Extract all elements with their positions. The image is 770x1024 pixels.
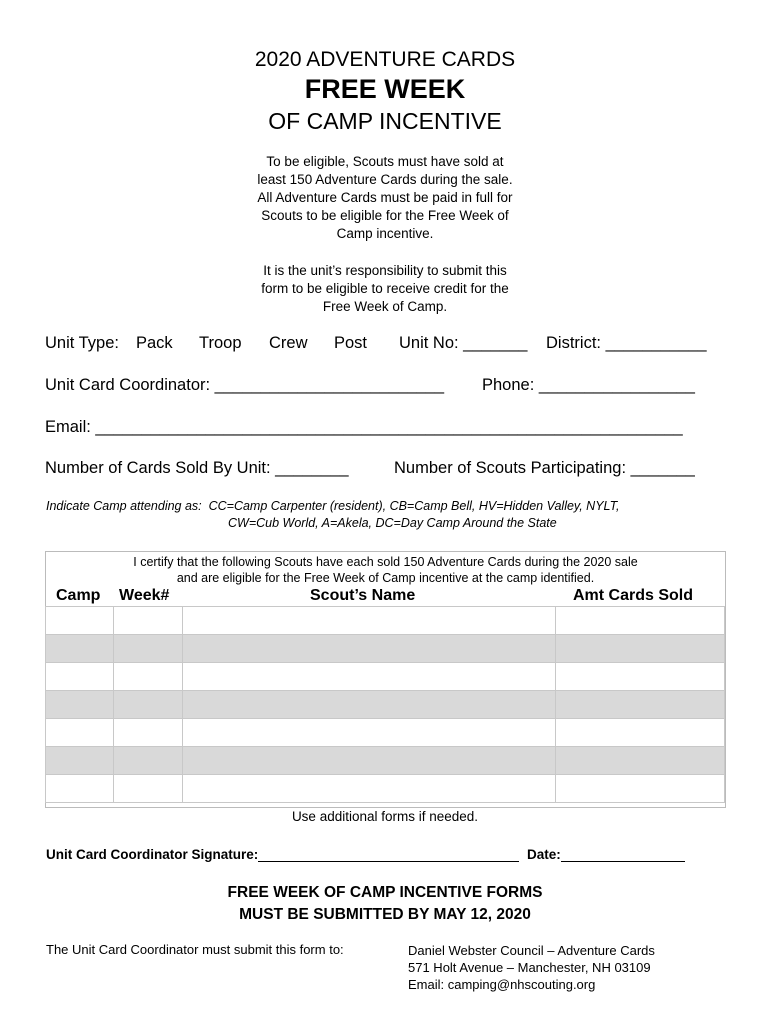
table-cell[interactable] [556, 691, 725, 719]
table-cell[interactable] [556, 775, 725, 803]
table-cell[interactable] [183, 607, 556, 635]
date-line[interactable] [561, 847, 685, 862]
table-cell[interactable] [46, 719, 114, 747]
unit-type-troop[interactable]: Troop [199, 334, 242, 352]
phone-field[interactable]: Phone: _________________ [482, 376, 695, 394]
table-cell[interactable] [183, 747, 556, 775]
scouts-participating-field[interactable]: Number of Scouts Participating: _______ [394, 459, 695, 477]
date-label: Date: [527, 847, 561, 862]
address-line: 571 Holt Avenue – Manchester, NH 03109 [408, 960, 651, 975]
table-cell[interactable] [183, 691, 556, 719]
certify-line: and are eligible for the Free Week of Camp incentive at the camp identified. [176, 571, 595, 585]
intro-line: It is the unit’s responsibility to submit this [263, 263, 507, 278]
cards-sold-field[interactable]: Number of Cards Sold By Unit: ________ [45, 459, 349, 477]
additional-forms-note: Use additional forms if needed. [291, 809, 479, 824]
table-row [46, 663, 725, 691]
submit-instruction: The Unit Card Coordinator must submit this form to: [46, 942, 344, 957]
table-row [46, 691, 725, 719]
signature-label: Unit Card Coordinator Signature: [46, 847, 259, 862]
table-cell[interactable] [46, 663, 114, 691]
intro-line: All Adventure Cards must be paid in full for [257, 190, 513, 205]
coordinator-field[interactable]: Unit Card Coordinator: _________________________ [45, 376, 445, 394]
deadline-notice [0, 882, 770, 926]
unit-type-post[interactable]: Post [334, 334, 368, 352]
intro-line: To be eligible, Scouts must have sold at [266, 154, 504, 169]
responsibility-paragraph [235, 262, 535, 316]
table-cell[interactable] [183, 663, 556, 691]
table-cell[interactable] [114, 775, 183, 803]
note-line: CW=Cub World, A=Akela, DC=Day Camp Around the State [228, 516, 557, 530]
col-header-amt-cards: Amt Cards Sold [573, 587, 694, 604]
table-cell[interactable] [556, 719, 725, 747]
table-cell[interactable] [114, 663, 183, 691]
certify-line: I certify that the following Scouts have each sold 150 Adventure Cards during the 2020 sale [133, 555, 638, 569]
unit-type-pack[interactable]: Pack [136, 334, 173, 352]
table-cell[interactable] [183, 635, 556, 663]
deadline-line: MUST BE SUBMITTED BY MAY 12, 2020 [239, 906, 531, 923]
title-line-3: OF CAMP INCENTIVE [268, 108, 502, 134]
table-cell[interactable] [114, 607, 183, 635]
signature-row [46, 847, 685, 862]
council-address [408, 942, 655, 993]
district-field[interactable]: District: ___________ [546, 334, 707, 352]
scouts-table [45, 606, 725, 803]
table-cell[interactable] [46, 691, 114, 719]
table-cell[interactable] [114, 635, 183, 663]
table-cell[interactable] [183, 719, 556, 747]
table-row [46, 607, 725, 635]
table-cell[interactable] [46, 607, 114, 635]
intro-line: form to be eligible to receive credit for the [261, 281, 509, 296]
intro-line: Free Week of Camp. [322, 299, 448, 314]
table-cell[interactable] [114, 747, 183, 775]
unit-no-field[interactable]: Unit No: _______ [399, 334, 528, 352]
col-header-week: Week# [119, 587, 170, 604]
certify-statement [45, 554, 726, 586]
table-row [46, 775, 725, 803]
table-row [46, 747, 725, 775]
col-header-camp: Camp [56, 587, 101, 604]
address-email[interactable]: Email: camping@nhscouting.org [408, 977, 596, 992]
intro-line: Scouts to be eligible for the Free Week of [261, 208, 509, 223]
table-cell[interactable] [556, 607, 725, 635]
title-line-1: 2020 ADVENTURE CARDS [254, 48, 516, 71]
table-cell[interactable] [114, 719, 183, 747]
note-line: Indicate Camp attending as: CC=Camp Carpenter (resident), CB=Camp Bell, HV=Hidden Valley, NYLT, [46, 499, 620, 513]
table-cell[interactable] [46, 747, 114, 775]
table-cell[interactable] [556, 747, 725, 775]
signature-line[interactable] [258, 847, 519, 862]
unit-type-label: Unit Type: [45, 334, 119, 352]
table-row [46, 719, 725, 747]
camp-codes-note [46, 498, 620, 532]
col-header-scout-name: Scout’s Name [310, 587, 416, 604]
unit-type-crew[interactable]: Crew [269, 334, 308, 352]
address-line: Daniel Webster Council – Adventure Cards [408, 943, 655, 958]
table-cell[interactable] [556, 635, 725, 663]
table-row [46, 635, 725, 663]
table-cell[interactable] [46, 775, 114, 803]
email-field[interactable]: Email: ________________________________________________________________ [45, 418, 683, 436]
table-cell[interactable] [114, 691, 183, 719]
table-cell[interactable] [556, 663, 725, 691]
table-cell[interactable] [46, 635, 114, 663]
title-line-2: FREE WEEK [304, 74, 466, 104]
intro-line: Camp incentive. [336, 226, 434, 241]
eligibility-paragraph [235, 153, 535, 243]
deadline-line: FREE WEEK OF CAMP INCENTIVE FORMS [227, 884, 543, 901]
table-cell[interactable] [183, 775, 556, 803]
intro-line: least 150 Adventure Cards during the sale. [257, 172, 513, 187]
